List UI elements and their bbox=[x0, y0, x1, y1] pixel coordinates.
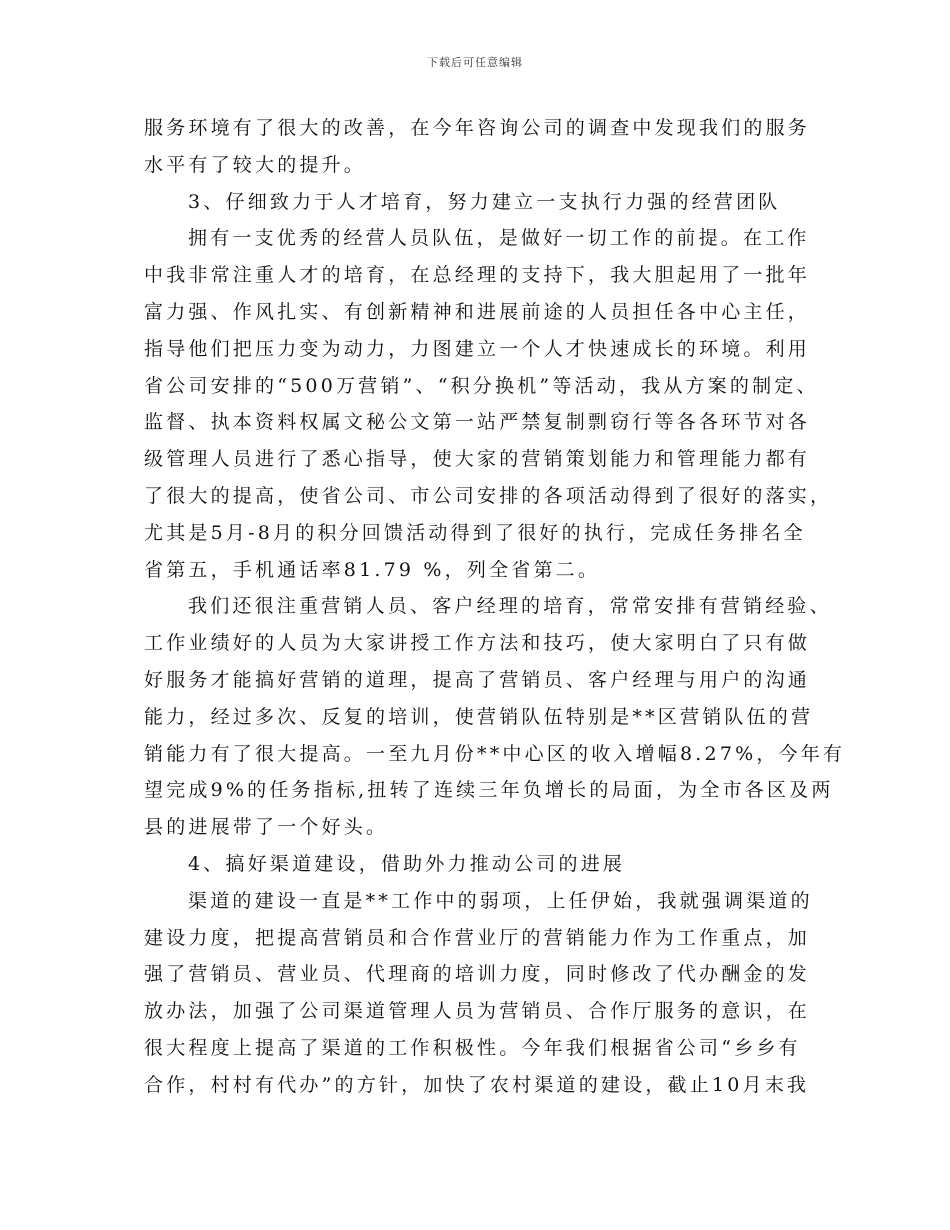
text-line: 监督、执本资料权属文秘公文第一站严禁复制剽窃行等各各环节对各 bbox=[144, 411, 811, 434]
text-line: 尤其是5月-8月的积分回馈活动得到了很好的执行，完成任务排名全 bbox=[144, 521, 806, 544]
text-line: 了很大的提高，使省公司、市公司安排的各项活动得到了很好的落实， bbox=[144, 484, 833, 507]
text-line: 工作业绩好的人员为大家讲授工作方法和技巧，使大家明白了只有做 bbox=[144, 632, 811, 655]
text-line: 中我非常注重人才的培育，在总经理的支持下，我大胆起用了一批年 bbox=[144, 264, 811, 287]
text-line: 放办法，加强了公司渠道管理人员为营销员、合作厅服务的意识，在 bbox=[144, 1000, 811, 1023]
text-line: 销能力有了很大提高。一至九月份**中心区的收入增幅8.27%，今年有 bbox=[144, 742, 846, 765]
paragraph-start: 拥有一支优秀的经营人员队伍，是做好一切工作的前提。在工作 bbox=[188, 227, 810, 250]
text-line: 强了营销员、营业员、代理商的培训力度，同时修改了代办酬金的发 bbox=[144, 963, 811, 986]
paragraph-start: 渠道的建设一直是**工作中的弱项，上任伊始，我就强调渠道的 bbox=[188, 889, 813, 912]
text-line: 能力，经过多次、反复的培训，使营销队伍特别是**区营销队伍的营 bbox=[144, 705, 814, 728]
text-line: 合作，村村有代办”的方针，加快了农村渠道的建设，截止10月末我 bbox=[144, 1073, 810, 1096]
text-line: 水平有了较大的提升。 bbox=[144, 153, 367, 176]
text-line: 服务环境有了很大的改善，在今年咨询公司的调查中发现我们的服务 bbox=[144, 117, 811, 139]
text-line: 建设力度，把提高营销员和合作营业厅的营销能力作为工作重点，加 bbox=[144, 926, 811, 949]
text-line: 省公司安排的“500万营销”、“积分换机”等活动，我从方案的制定、 bbox=[144, 374, 819, 397]
section-heading: 4、搞好渠道建设，借助外力推动公司的进展 bbox=[188, 852, 626, 875]
text-line: 级管理人员进行了悉心指导，使大家的营销策划能力和管理能力都有 bbox=[144, 448, 811, 471]
paragraph-start: 我们还很注重营销人员、客户经理的培育，常常安排有营销经验、 bbox=[188, 595, 832, 618]
text-line: 很大程度上提高了渠道的工作积极性。今年我们根据省公司“乡乡有 bbox=[144, 1036, 801, 1059]
text-line: 省第五，手机通话率81.79 %，列全省第二。 bbox=[144, 558, 601, 581]
document-body bbox=[144, 110, 846, 1104]
text-line: 好服务才能搞好营销的道理，提高了营销员、客户经理与用户的沟通 bbox=[144, 668, 811, 691]
text-line: 县的进展带了一个好头。 bbox=[144, 816, 389, 839]
text-line: 富力强、作风扎实、有创新精神和进展前途的人员担任各中心主任， bbox=[144, 300, 811, 323]
section-heading: 3、仔细致力于人才培育，努力建立一支执行力强的经营团队 bbox=[188, 190, 781, 213]
text-line: 望完成9%的任务指标,扭转了连续三年负增长的局面，为全市各区及两 bbox=[144, 779, 834, 802]
page-header: 下载后可任意编辑 bbox=[427, 56, 523, 69]
text-line: 指导他们把压力变为动力，力图建立一个人才快速成长的环境。利用 bbox=[144, 337, 811, 360]
